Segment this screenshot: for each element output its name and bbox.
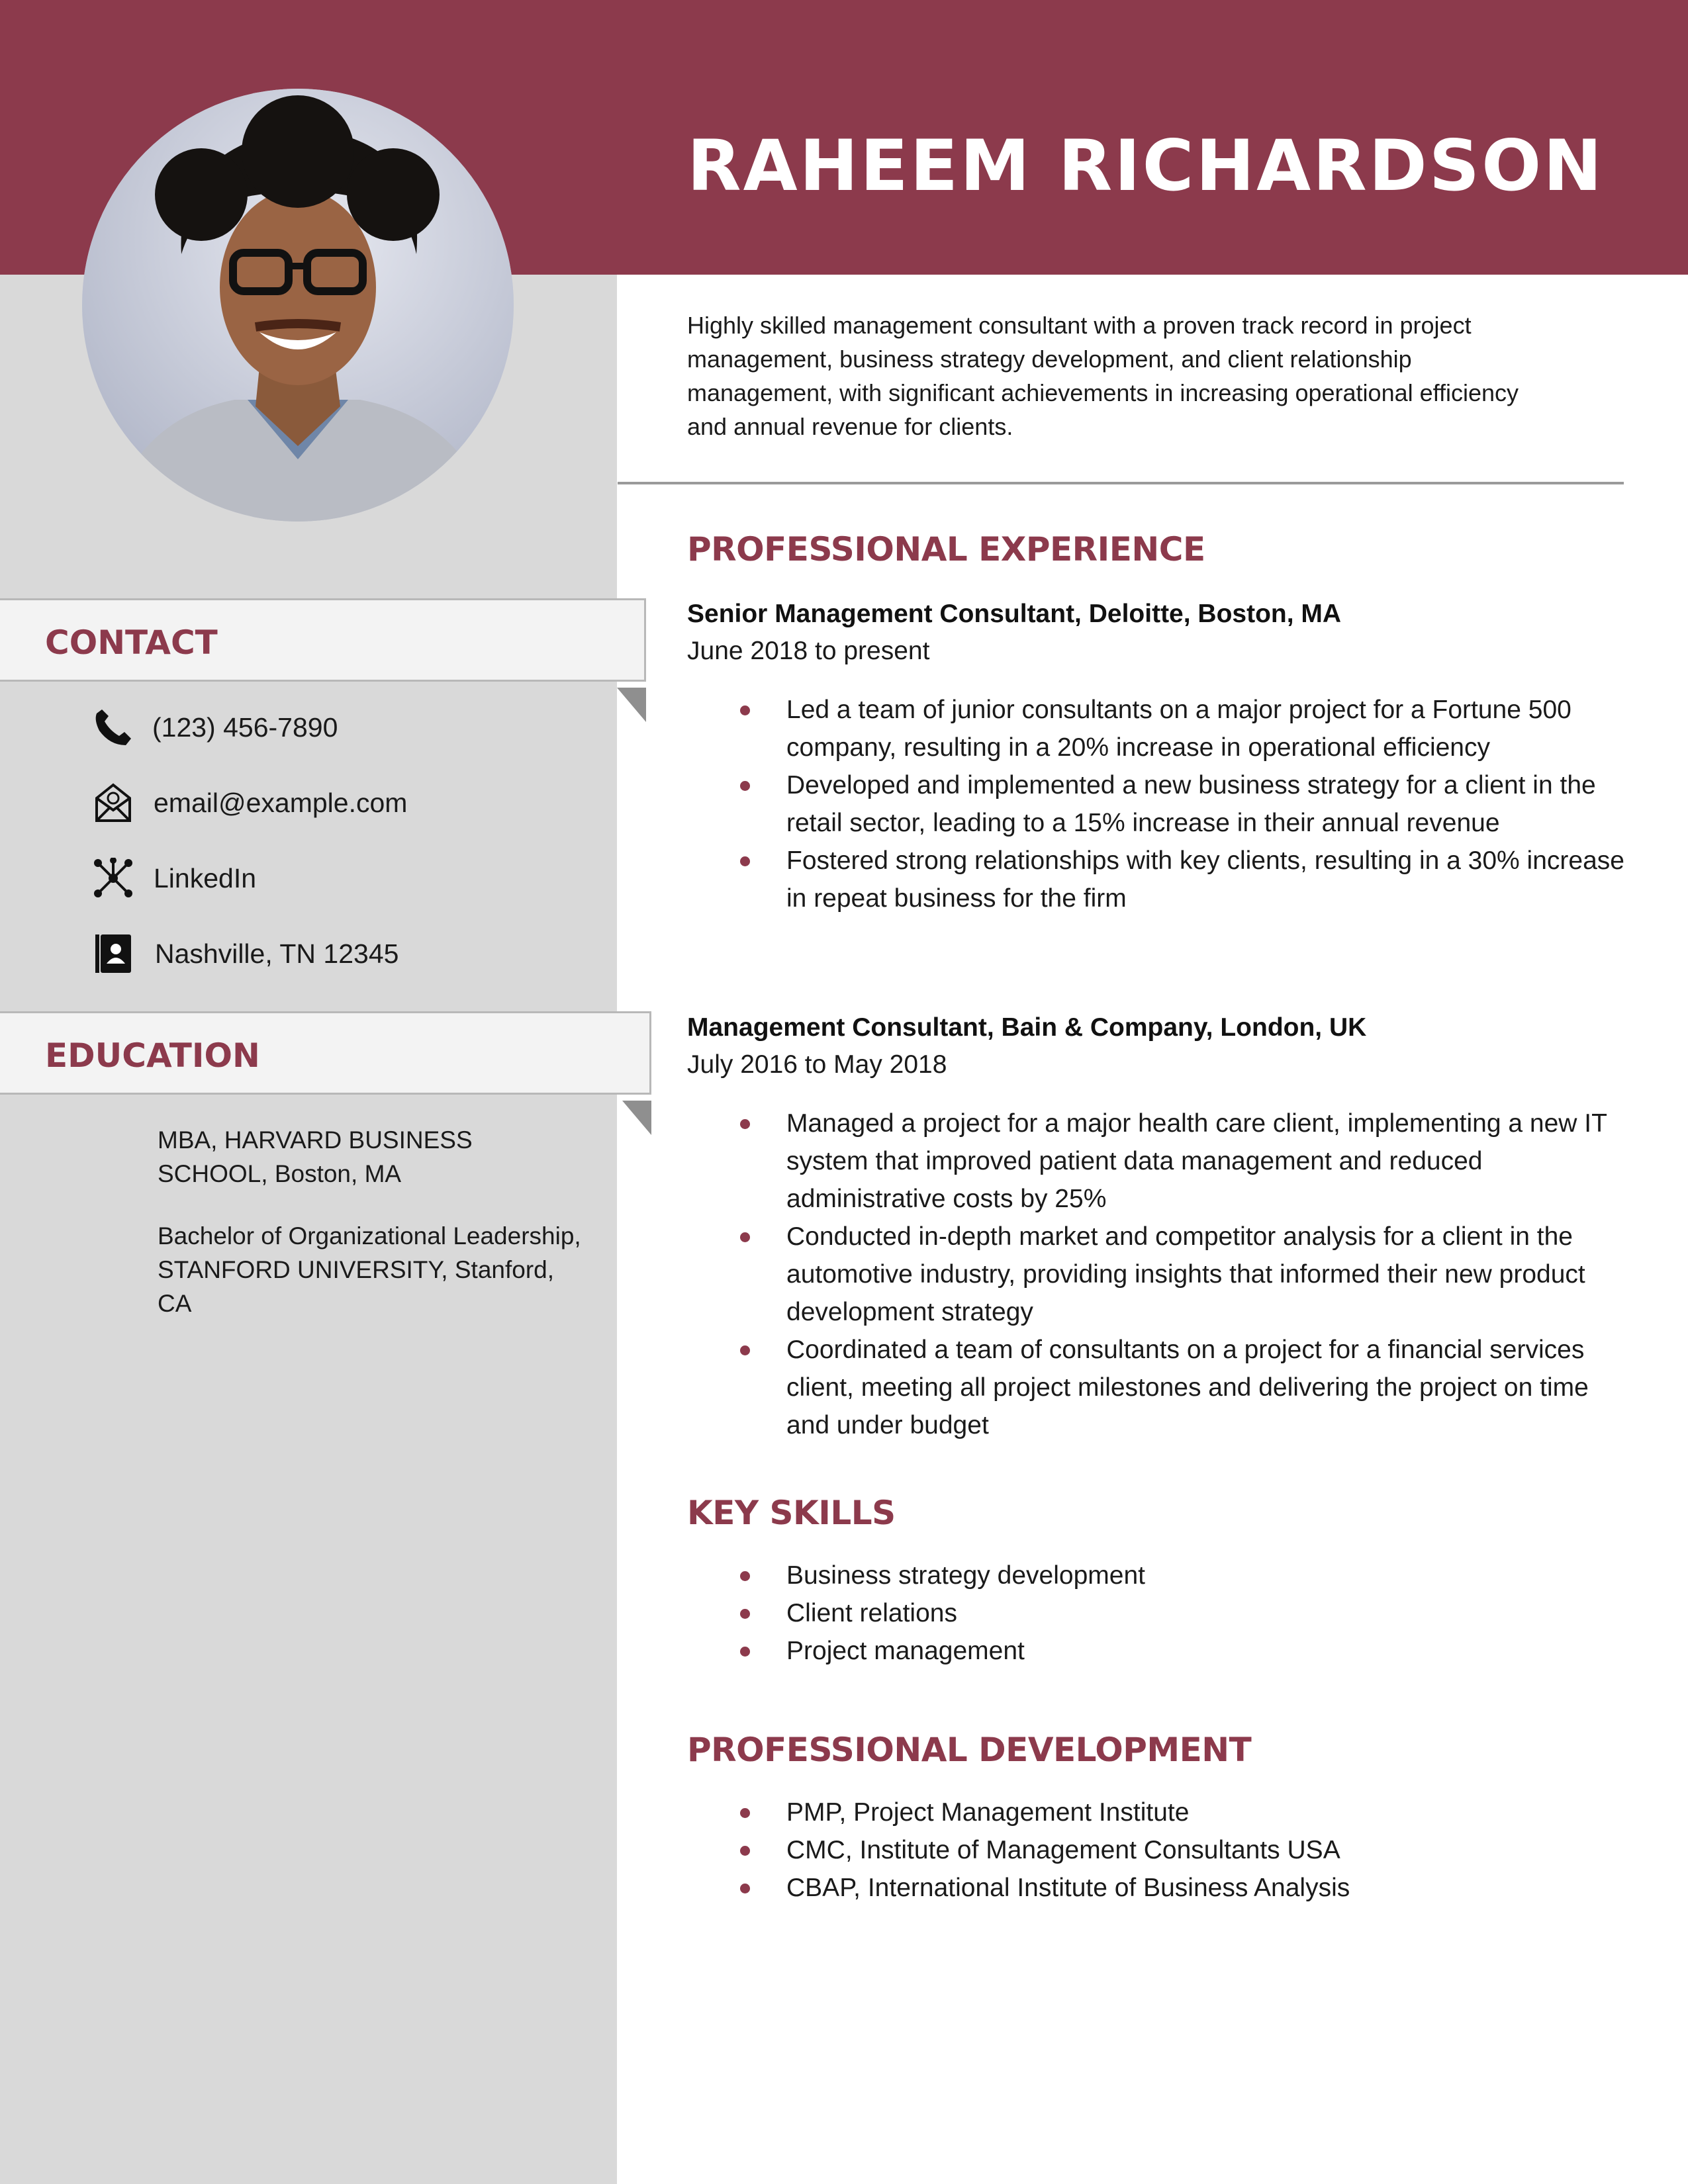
list-item: Managed a project for a major health care client, implementing a new IT system that improved patient data management and reduced administrative costs by 25% [687,1105,1627,1218]
list-item: Business strategy development [687,1557,1627,1594]
phone-icon [93,707,134,748]
tab-fold [622,1101,651,1135]
list-item: Fostered strong relationships with key clients, resulting in a 30% increase in repeat business for the firm [687,842,1627,917]
experience-title: PROFESSIONAL EXPERIENCE [687,530,1205,569]
list-item: CBAP, International Institute of Business Analysis [687,1869,1627,1907]
profile-photo [82,89,514,522]
list-item: Led a team of junior consultants on a major project for a Fortune 500 company, resulting in a 20% increase in operational efficiency [687,691,1627,766]
contact-address[interactable] [93,933,399,974]
list-item: Conducted in-depth market and competitor analysis for a client in the automotive industry, providing insights that informed their new product development strategy [687,1218,1627,1331]
contact-phone[interactable] [93,707,338,748]
tab-fold [617,688,646,722]
contact-address-text: Nashville, TN 12345 [155,938,399,969]
contact-email[interactable] [93,782,408,823]
list-item: CMC, Institute of Management Consultants USA [687,1831,1627,1869]
skills-list [687,1557,1627,1670]
contact-tab [0,598,646,682]
job-entry [687,1009,1627,1444]
job-title: Management Consultant, Bain & Company, London, UK [687,1013,1367,1042]
email-icon [93,782,134,823]
development-title: PROFESSIONAL DEVELOPMENT [687,1731,1252,1769]
job-title: Senior Management Consultant, Deloitte, Boston, MA [687,600,1342,628]
education-item: Bachelor of Organizational Leadership, STANFORD UNIVERSITY, Stanford, CA [158,1222,581,1317]
contact-linkedin-text: LinkedIn [154,862,257,893]
education-tab [0,1011,651,1095]
job-bullets [687,1105,1627,1444]
list-item: Developed and implemented a new business strategy for a client in the retail sector, leading to a 15% increase in their annual revenue [687,766,1627,842]
contact-phone-text: (123) 456-7890 [152,711,338,743]
candidate-name: RAHEEM RICHARDSON [687,125,1604,206]
development-list [687,1794,1627,1907]
contact-title: CONTACT [45,623,218,662]
network-icon [93,858,134,899]
list-item: Project management [687,1632,1627,1670]
list-item: PMP, Project Management Institute [687,1794,1627,1831]
address-book-icon [93,933,134,974]
job-date: July 2016 to May 2018 [687,1050,947,1079]
divider [618,482,1624,484]
list-item: Client relations [687,1594,1627,1632]
education-title: EDUCATION [45,1036,260,1075]
summary: Highly skilled management consultant with a proven track record in project management, business strategy development, and client relationship management, with significant achievements in increasing operational efficiency and annual revenue for clients. [687,312,1519,440]
job-entry [687,596,1627,917]
contact-linkedin[interactable] [93,858,257,899]
list-item: Coordinated a team of consultants on a project for a financial services client, meeting all project milestones and delivering the project on time and under budget [687,1331,1627,1444]
skills-title: KEY SKILLS [687,1494,896,1532]
contact-email-text: email@example.com [154,787,408,818]
job-date: June 2018 to present [687,637,930,665]
job-bullets [687,691,1627,917]
education-item: MBA, HARVARD BUSINESS SCHOOL, Boston, MA [158,1126,473,1187]
